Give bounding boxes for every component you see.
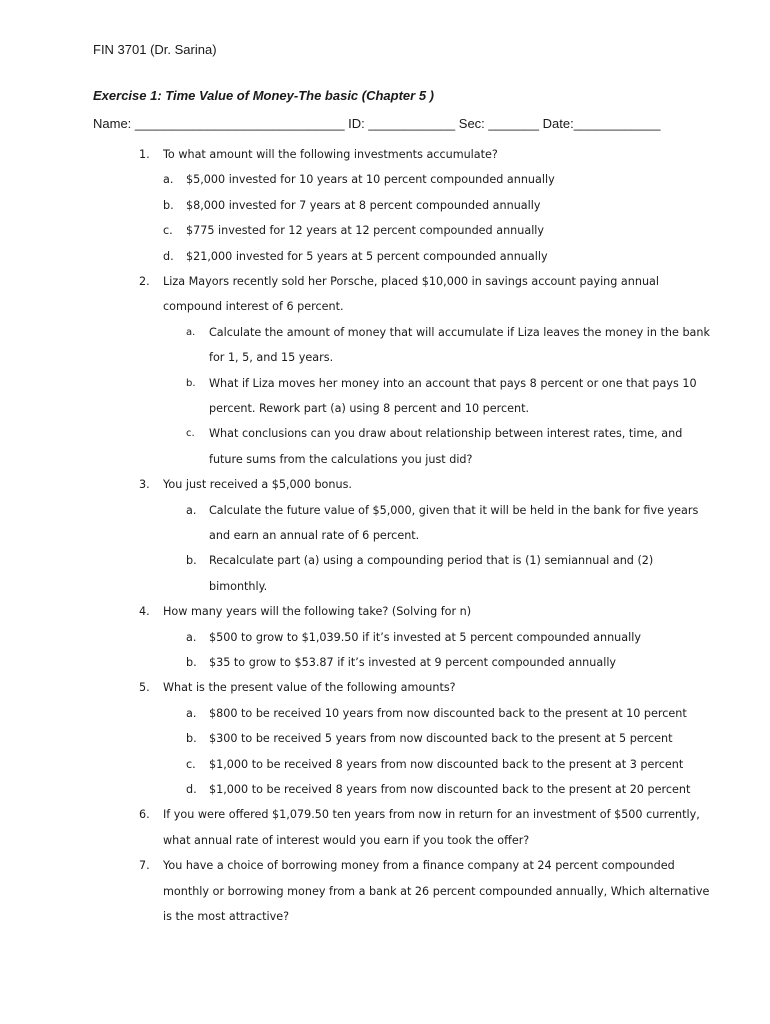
sub-item-text: and earn an annual rate of 6 percent. <box>209 529 420 542</box>
student-fields-line: Name: _____________________________ ID: ____________ Sec: _______ Date:____________ <box>93 116 661 131</box>
sub-item-text: Recalculate part (a) using a compounding period that is (1) semiannual and (2) <box>209 554 654 568</box>
sub-item-label: b. <box>186 377 196 389</box>
question-text: monthly or borrowing money from a bank at 26 percent compounded annually, Which alternative <box>163 884 710 898</box>
question-text: If you were offered $1,079.50 ten years from now in return for an investment of $500 currently, <box>163 808 700 822</box>
question-text: what annual rate of interest would you earn if you took the offer? <box>163 833 530 847</box>
question-text: Liza Mayors recently sold her Porsche, placed $10,000 in savings account paying annual <box>163 275 660 288</box>
sub-item-text: $21,000 invested for 5 years at 5 percent compounded annually <box>186 249 548 263</box>
question-text: To what amount will the following investments accumulate? <box>163 148 498 161</box>
sub-item-label: a. <box>163 173 174 187</box>
sub-item-text: What conclusions can you draw about relationship between interest rates, time, and <box>209 427 683 441</box>
sub-item-label: c. <box>163 224 173 238</box>
question-number: 5. <box>139 681 150 695</box>
question-number: 2. <box>139 275 150 288</box>
sub-item-text: $775 invested for 12 years at 12 percent compounded annually <box>186 224 545 238</box>
sub-item-text: $1,000 to be received 8 years from now discounted back to the present at 3 percent <box>209 757 684 771</box>
sub-item-text: $800 to be received 10 years from now discounted back to the present at 10 percent <box>209 706 687 720</box>
sub-item-text: $5,000 invested for 10 years at 10 percent compounded annually <box>186 173 555 187</box>
question-text: compound interest of 6 percent. <box>163 300 344 314</box>
sub-item-label: b. <box>163 198 174 212</box>
sub-item-text: percent. Rework part (a) using 8 percent and 10 percent. <box>209 402 530 415</box>
question-number: 6. <box>139 808 150 822</box>
sub-item-label: b. <box>186 656 197 669</box>
sub-item-label: a. <box>186 630 197 644</box>
sub-item-text: Calculate the future value of $5,000, given that it will be held in the bank for five years <box>209 503 699 517</box>
question-text: What is the present value of the following amounts? <box>163 681 456 695</box>
sub-item-label: b. <box>186 732 197 746</box>
sub-item-text: $8,000 invested for 7 years at 8 percent compounded annually <box>186 198 541 212</box>
question-text: How many years will the following take? (Solving for n) <box>163 605 472 619</box>
sub-item-label: b. <box>186 554 197 568</box>
sub-item-text: for 1, 5, and 15 years. <box>209 351 334 365</box>
sub-item-text: $300 to be received 5 years from now discounted back to the present at 5 percent <box>209 732 673 746</box>
sub-item-text: bimonthly. <box>209 579 268 593</box>
sub-item-label: c. <box>186 757 196 771</box>
sub-item-label: c. <box>186 428 195 440</box>
question-text: is the most attractive? <box>163 910 290 923</box>
sub-item-text: future sums from the calculations you just did? <box>209 452 473 466</box>
question-number: 3. <box>139 478 150 492</box>
sub-item-label: d. <box>163 249 174 263</box>
sub-item-text: $500 to grow to $1,039.50 if it’s invested at 5 percent compounded annually <box>209 630 641 644</box>
question-number: 1. <box>139 148 150 161</box>
sub-item-text: $35 to grow to $53.87 if it’s invested at 9 percent compounded annually <box>209 656 617 669</box>
question-number: 7. <box>139 859 150 873</box>
sub-item-text: $1,000 to be received 8 years from now discounted back to the present at 20 percent <box>209 783 691 796</box>
sub-item-text: What if Liza moves her money into an account that pays 8 percent or one that pays 10 <box>209 376 697 390</box>
question-text: You just received a $5,000 bonus. <box>163 478 352 492</box>
sub-item-label: a. <box>186 503 197 517</box>
course-header: FIN 3701 (Dr. Sarina) <box>93 42 217 57</box>
sub-item-label: d. <box>186 783 197 796</box>
question-text: You have a choice of borrowing money from a finance company at 24 percent compounded <box>163 859 675 873</box>
sub-item-label: a. <box>186 706 197 720</box>
sub-item-text: Calculate the amount of money that will accumulate if Liza leaves the money in the bank <box>209 325 710 339</box>
question-number: 4. <box>139 605 150 619</box>
exercise-title: Exercise 1: Time Value of Money-The basic (Chapter 5 ) <box>93 88 434 103</box>
sub-item-label: a. <box>186 326 196 338</box>
